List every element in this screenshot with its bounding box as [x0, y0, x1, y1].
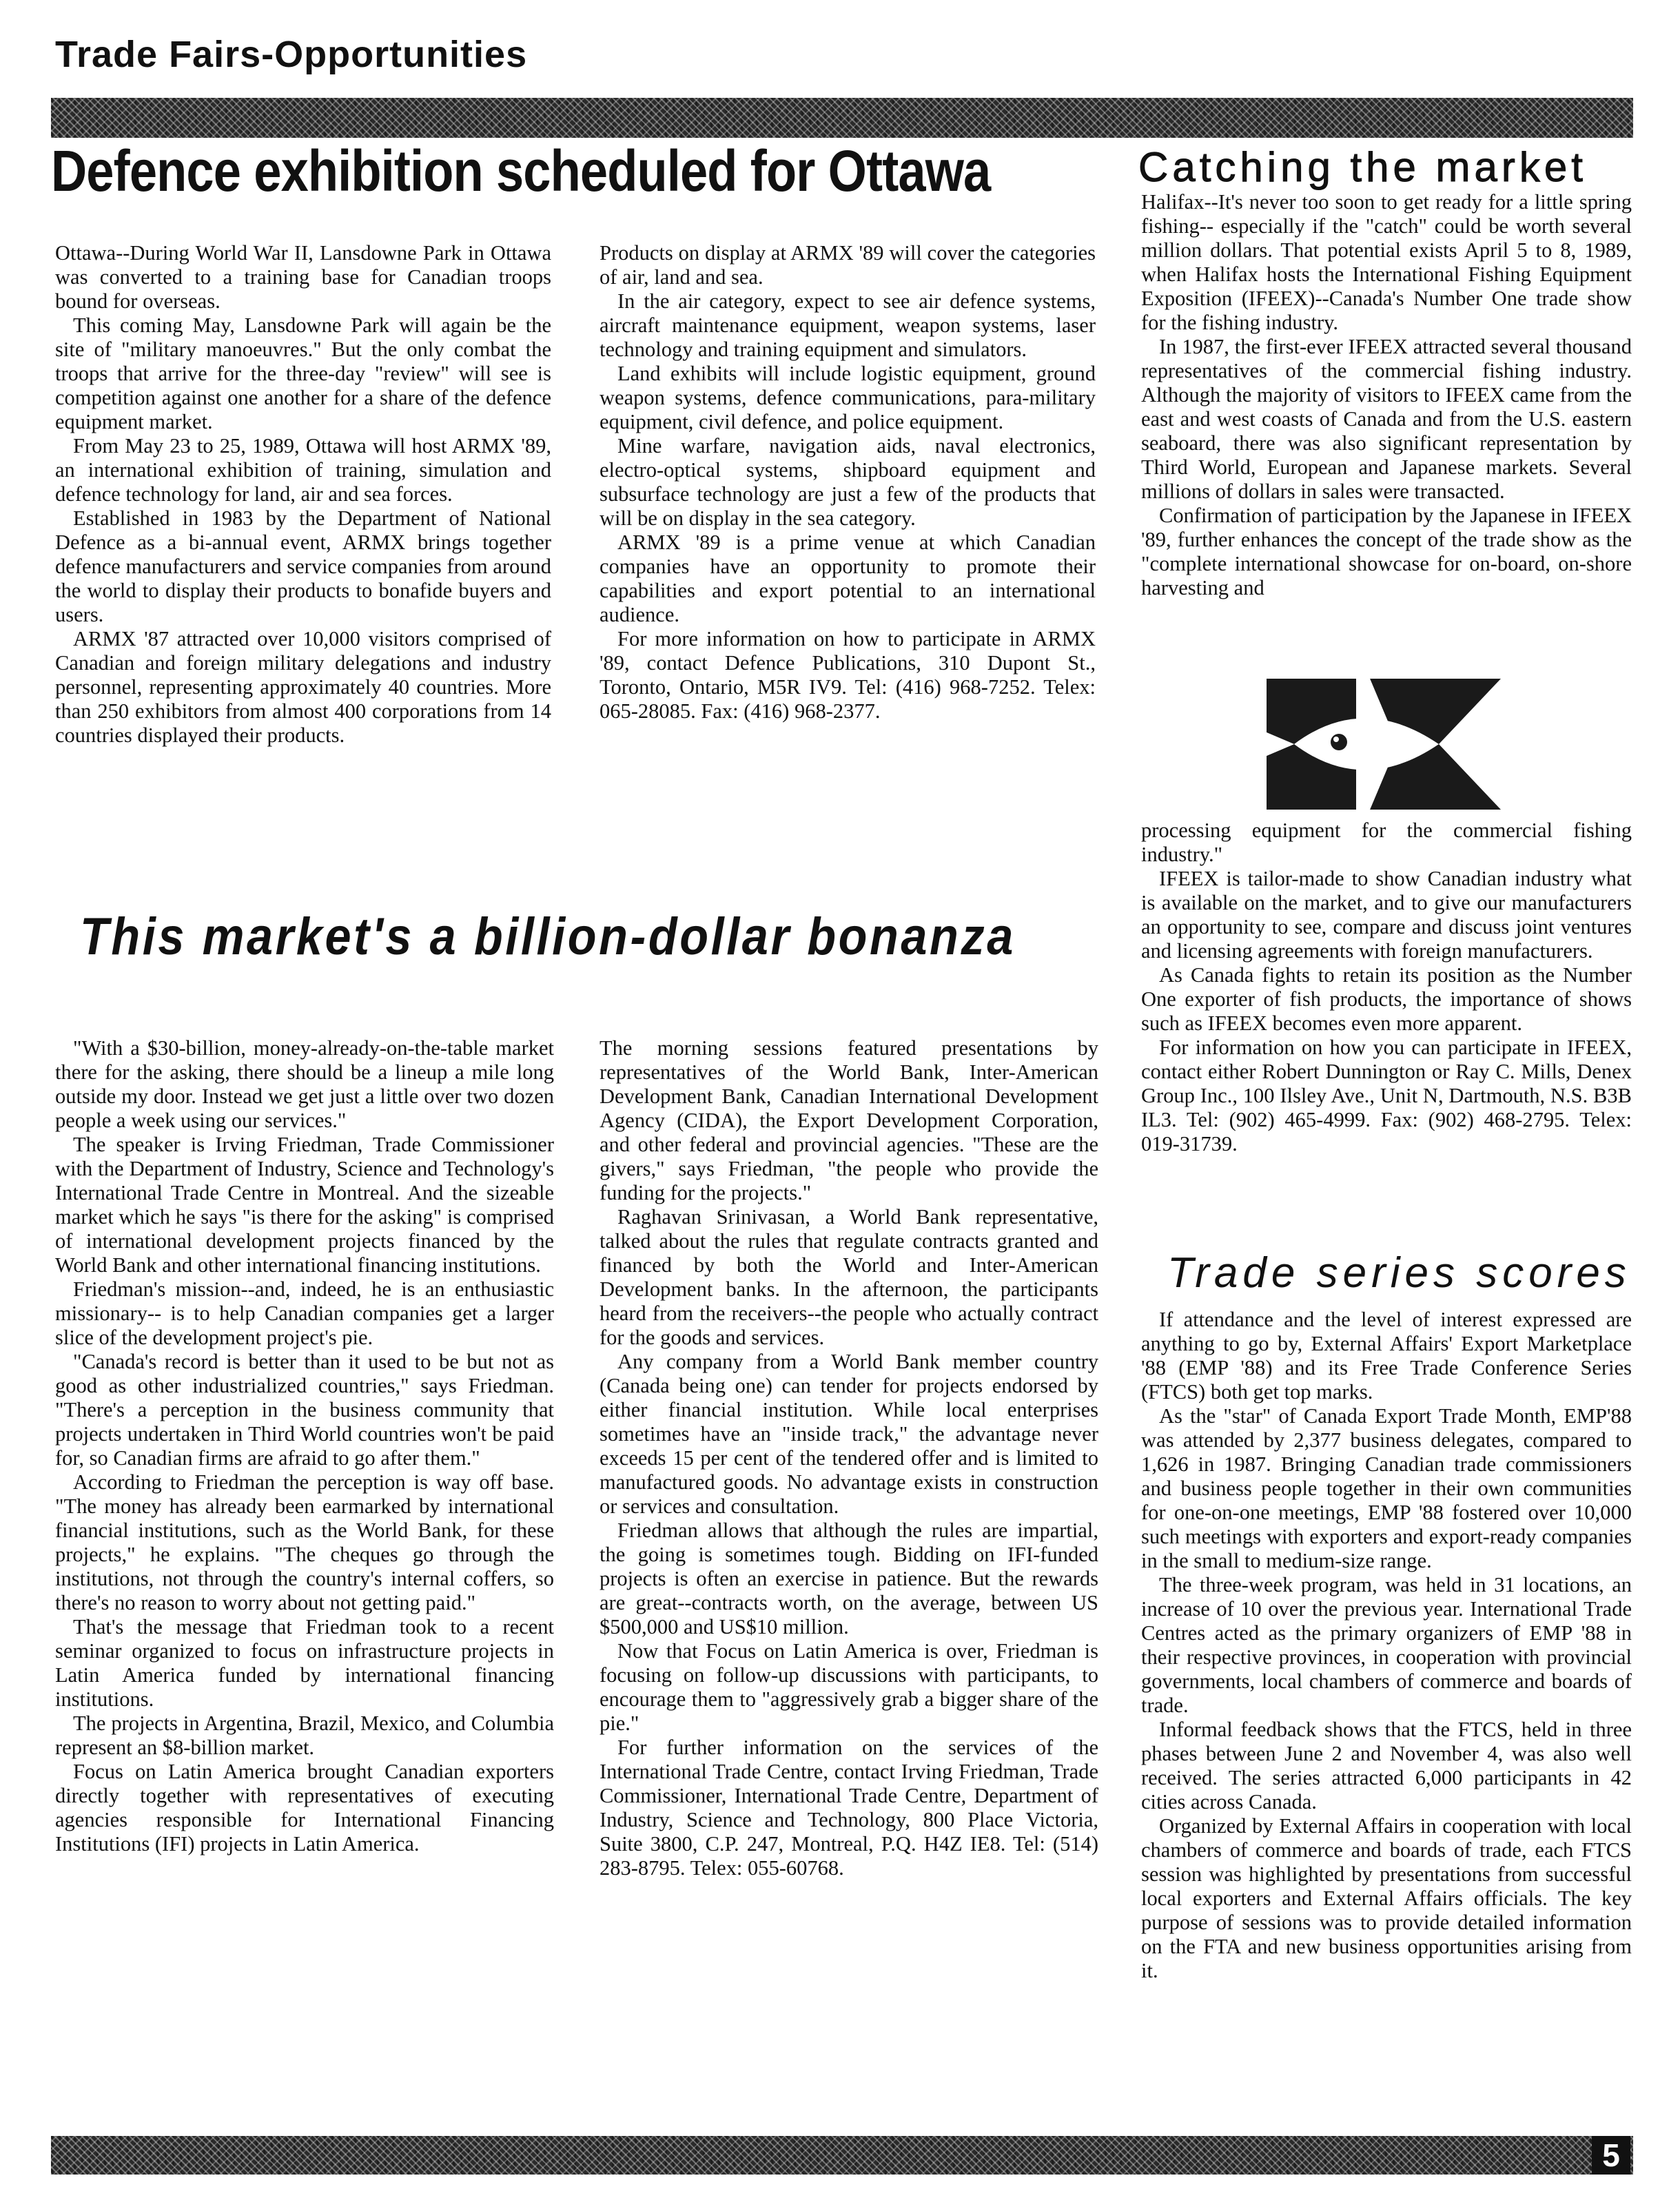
paragraph: Friedman allows that although the rules are impartial, the going is sometimes tough. Bidding on IFI-funded projects is often an exercise in patience. But the rewards are great--contracts worth, on the average, between US $500,000 and US$10 million.: [600, 1519, 1098, 1638]
section-title: Trade Fairs-Opportunities: [55, 34, 528, 75]
paragraph: Mine warfare, navigation aids, naval electronics, electro-optical systems, shipboard equipment and subsurface technology are just a few of the products that will be on display in the sea category.: [600, 434, 1096, 530]
paragraph: The three-week program, was held in 31 locations, an increase of 10 over the previous year. International Trade Centres acted as the primary organizers of EMP '88 in their respective provinces, in cooperation with provincial governments, local chambers of commerce and boards of trade.: [1141, 1573, 1632, 1717]
paragraph: ARMX '89 is a prime venue at which Canadian companies have an opportunity to promote their capabilities and export potential to an international audience.: [600, 531, 1096, 626]
paragraph: ARMX '87 attracted over 10,000 visitors comprised of Canadian and foreign military delegations and industry personnel, representing approximately 40 countries. More than 250 exhibitors from almost 400 corporations from 14 countries displayed their products.: [55, 627, 551, 747]
paragraph: That's the message that Friedman took to a recent seminar organized to focus on infrastructure projects in Latin America funded by international financing institutions.: [55, 1615, 554, 1711]
paragraph: The projects in Argentina, Brazil, Mexico, and Columbia represent an $8-billion market.: [55, 1712, 554, 1759]
paragraph: The speaker is Irving Friedman, Trade Commissioner with the Department of Industry, Science and Technology's International Trade Centre in Montreal. And the sizeable market which he says "is there for the asking" is comprised of international development projects financed by the World Bank and other international financing institutions.: [55, 1133, 554, 1277]
paragraph: According to Friedman the perception is way off base. "The money has already been earmarked by international financial institutions, such as the World Bank, for these projects," he explains. "The cheques go through the institutions, not through the country's internal coffers, so there's no reason to worry about not getting paid.": [55, 1470, 554, 1614]
catching-column-top: [1141, 190, 1632, 600]
trade-series-column: [1141, 1308, 1632, 1983]
paragraph: Organized by External Affairs in cooperation with local chambers of commerce and boards of trade, each FTCS session was highlighted by presentations from successful local exporters and External Affairs officials. The key purpose of sessions was to provide detailed information on the FTA and new business opportunities arising from it.: [1141, 1814, 1632, 1982]
bonanza-headline: This market's a billion-dollar bonanza: [80, 907, 1016, 966]
paragraph: Informal feedback shows that the FTCS, held in three phases between June 2 and November 4, was also well received. The series attracted 6,000 participants in 42 cities across Canada.: [1141, 1718, 1632, 1813]
fish-logo-icon: [1267, 679, 1501, 810]
paragraph: Raghavan Srinivasan, a World Bank representative, talked about the rules that regulate contracts granted and financed by both the World and Inter-American Development banks. In the afternoon, the participants heard from the receivers--the people who actually contract for the goods and services.: [600, 1205, 1098, 1349]
catching-headline: Catching the market: [1138, 144, 1587, 190]
paragraph: Land exhibits will include logistic equipment, ground weapon systems, defence communications, para-military equipment, civil defence, and police equipment.: [600, 362, 1096, 433]
paragraph: Friedman's mission--and, indeed, he is an enthusiastic missionary-- is to help Canadian companies get a larger slice of the development project's pie.: [55, 1277, 554, 1349]
paragraph: From May 23 to 25, 1989, Ottawa will host ARMX '89, an international exhibition of training, simulation and defence technology for land, air and sea forces.: [55, 434, 551, 506]
bonanza-column-2: [600, 1036, 1098, 1880]
paragraph: For information on how you can participate in IFEEX, contact either Robert Dunnington or Ray C. Mills, Denex Group Inc., 100 Ilsley Ave., Unit N, Dartmouth, N.S. B3B IL3. Tel: (902) 465-4999. Fax: (902) 468-2795. Telex: 019-31739.: [1141, 1036, 1632, 1155]
header-band: [51, 98, 1633, 138]
paragraph: As the "star" of Canada Export Trade Month, EMP'88 was attended by 2,377 business delegates, compared to 1,626 in 1987. Bringing Canadian trade commissioners and business people together in their own communities for one-on-one meetings, EMP '88 fostered over 10,000 such meetings with exporters and export-ready companies in the small to medium-size range.: [1141, 1404, 1632, 1572]
paragraph: For more information on how to participate in ARMX '89, contact Defence Publications, 310 Dupont St., Toronto, Ontario, M5R IV9. Tel: (416) 968-7252. Telex: 065-28085. Fax: (416) 968-2377.: [600, 627, 1096, 723]
paragraph: Established in 1983 by the Department of National Defence as a bi-annual event, ARMX brings together defence manufacturers and service companies from around the world to display their products to bonafide buyers and users.: [55, 506, 551, 626]
paragraph: Confirmation of participation by the Japanese in IFEEX '89, further enhances the concept of the trade show as the "complete international showcase for on-board, on-shore harvesting and: [1141, 504, 1632, 599]
defence-headline: Defence exhibition scheduled for Ottawa: [51, 138, 991, 203]
paragraph: If attendance and the level of interest expressed are anything to go by, External Affairs' Export Marketplace '88 (EMP '88) and its Free Trade Conference Series (FTCS) both get top marks.: [1141, 1308, 1632, 1404]
paragraph: This coming May, Lansdowne Park will again be the site of "military manoeuvres." But the only combat the troops that arrive for the three-day "review" will see is competition against one another for a share of the defence equipment market.: [55, 314, 551, 433]
bonanza-column-1: [55, 1036, 554, 1856]
paragraph: Focus on Latin America brought Canadian exporters directly together with representatives of executing agencies responsible for International Financing Institutions (IFI) projects in Latin America.: [55, 1760, 554, 1856]
paragraph: "Canada's record is better than it used to be but not as good as other industrialized countries," says Friedman. "There's a perception in the business community that projects undertaken in Third World countries won't be paid for, so Canadian firms are afraid to go after them.": [55, 1350, 554, 1470]
paragraph: IFEEX is tailor-made to show Canadian industry what is available on the market, and to give our manufacturers an opportunity to see, compare and discuss joint ventures and licensing agreements with foreign manufacturers.: [1141, 867, 1632, 963]
paragraph: The morning sessions featured presentations by representatives of the World Bank, Inter-American Development Bank, Canadian International Development Agency (CIDA), the Export Development Corporation, and other federal and provincial agencies. "These are the givers," says Friedman, "the people who provide the funding for the projects.": [600, 1036, 1098, 1204]
paragraph: Halifax--It's never too soon to get ready for a little spring fishing-- especially if the "catch" could be worth several million dollars. That potential exists April 5 to 8, 1989, when Halifax hosts the International Fishing Equipment Exposition (IFEEX)--Canada's Number One trade show for the fishing industry.: [1141, 190, 1632, 334]
footer-band: [51, 2136, 1633, 2175]
trade-series-headline: Trade series scores: [1167, 1249, 1631, 1297]
paragraph: As Canada fights to retain its position as the Number One exporter of fish products, the importance of shows such as IFEEX becomes even more apparent.: [1141, 963, 1632, 1035]
paragraph: In 1987, the first-ever IFEEX attracted several thousand representatives of the commercial fishing industry. Although the majority of visitors to IFEEX came from the east and west coasts of Canada and from the U.S. eastern seaboard, there was also significant representation by Third World, European and Japanese markets. Several millions of dollars in sales were transacted.: [1141, 335, 1632, 503]
defence-column-2: [600, 241, 1096, 723]
paragraph: processing equipment for the commercial fishing industry.": [1141, 819, 1632, 866]
defence-column-1: [55, 241, 551, 748]
paragraph: Now that Focus on Latin America is over, Friedman is focusing on follow-up discussions with participants, to encourage them to "aggressively grab a bigger share of the pie.": [600, 1639, 1098, 1735]
paragraph: Any company from a World Bank member country (Canada being one) can tender for projects endorsed by either financial institution. While local enterprises sometimes have an "inside track," the advantage never exceeds 15 per cent of the tendered offer and is limited to manufactured goods. No advantage exists in construction or services and consultation.: [600, 1350, 1098, 1518]
page-number: 5: [1592, 2136, 1630, 2175]
paragraph: In the air category, expect to see air defence systems, aircraft maintenance equipment, weapon systems, laser technology and training equipment and simulators.: [600, 289, 1096, 361]
paragraph: Ottawa--During World War II, Lansdowne Park in Ottawa was converted to a training base for Canadian troops bound for overseas.: [55, 241, 551, 313]
paragraph: "With a $30-billion, money-already-on-the-table market there for the asking, there should be a lineup a mile long outside my door. Instead we get just a little over two dozen people a week using our services.": [55, 1036, 554, 1132]
paragraph: For further information on the services of the International Trade Centre, contact Irving Friedman, Trade Commissioner, International Trade Centre, Department of Industry, Science and Technology, 800 Place Victoria, Suite 3800, C.P. 247, Montreal, P.Q. H4Z IE8. Tel: (514) 283-8795. Telex: 055-60768.: [600, 1736, 1098, 1880]
paragraph: Products on display at ARMX '89 will cover the categories of air, land and sea.: [600, 241, 1096, 289]
catching-column-bottom: [1141, 819, 1632, 1156]
